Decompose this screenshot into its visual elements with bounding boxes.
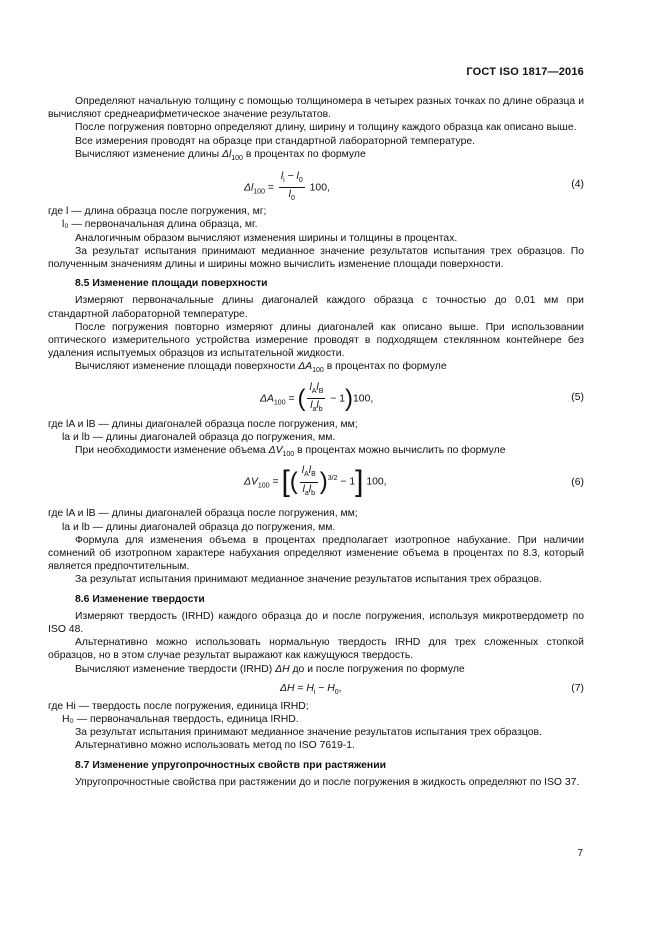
definitions — [48, 700, 584, 726]
definition: где lA и lB — длины диагоналей образца после погружения, мм; — [48, 418, 358, 430]
formula-number: (6) — [571, 477, 584, 489]
page-content — [48, 95, 584, 789]
paragraph: Аналогичным образом вычисляют изменения ширины и толщины в процентах. — [75, 232, 458, 244]
paragraph: Вычисляют изменение площади поверхности $\Delta A_{100}$ в процентах по формуле — [75, 361, 447, 375]
formula-7: $\Delta H = H_i - H_0$, (7) — [280, 682, 584, 696]
paragraph: После погружения повторно измеряют длины диагоналей как описано выше. При использовании оптического измерительного устройства измерение проводят в подходящем стеклянном контейнере без удаления испытуемых образцов из испытательной жидкости. — [48, 321, 584, 360]
paragraph: Все измерения проводят на образце при стандартной лабораторной температуре. — [75, 135, 476, 147]
formula-4: $\Delta l_{100}$ = $\frac{l_i - l_0}{l_0}$ 100, (4) — [244, 171, 584, 203]
paragraph: После погружения повторно определяют длину, ширину и толщину каждого образца как описано выше. — [75, 122, 577, 134]
paragraph: За результат испытания принимают медианное значение результатов испытания трех образцов. По полученным значениям длины и ширины можно вычислить изменение площади поверхности. — [48, 245, 584, 270]
definition: где lA и lB — длины диагоналей образца после погружения, мм; — [48, 508, 358, 520]
definition: H₀ — первоначальная твердость, единица IRHD. — [62, 713, 299, 725]
formula-5: $\Delta A_{100}$ = ( $\frac{l_Al_B}{l_al_b}$ − 1)100, (5) — [260, 381, 584, 413]
definitions — [48, 205, 584, 231]
paragraph: Альтернативно можно использовать метод по ISO 7619-1. — [75, 740, 355, 752]
section-heading: 8.6 Изменение твердости — [75, 593, 205, 605]
paragraph: Вычисляют изменение твердости (IRHD) ΔH до и после погружения по формуле — [75, 663, 465, 675]
definitions — [48, 418, 584, 444]
paragraph: Альтернативно можно использовать нормальную твердость IRHD для трех сложенных стопкой образцов, но в этом случае результат выражают как кажущуюся твердость. — [48, 637, 584, 662]
definition: где l — длина образца после погружения, мг; — [48, 206, 267, 218]
section-heading: 8.7 Изменение упругопрочностных свойств при растяжении — [75, 759, 386, 771]
paragraph: Формула для изменения объема в процентах предполагает изотропное набухание. При наличии сомнений об изотропном характере набухания определяют изменение объема в процентах по 8.3, который является предпочтительным. — [48, 534, 584, 573]
paragraph: Определяют начальную толщину с помощью толщиномера в четырех разных точках по длине образца и вычисляют среднеарифметическое значение результатов. — [48, 96, 584, 121]
formula-6: $\Delta V_{100}$ = [( $\frac{l_Al_B}{l_al_b}$ )$^{3/2}$ − 1] 100, (6) — [244, 465, 584, 499]
definition: la и lb — длины диагоналей образца до погружения, мм. — [62, 521, 336, 533]
paragraph: За результат испытания принимают медианное значение результатов испытания трех образцов. — [75, 574, 542, 586]
definition: где Hi — твердость после погружения, единица IRHD; — [48, 700, 309, 712]
definition: la и lb — длины диагоналей образца до погружения, мм. — [62, 431, 336, 443]
formula-number: (4) — [571, 179, 584, 191]
formula-number: (5) — [571, 391, 584, 403]
paragraph: При необходимости изменение объема $\Delta V_{100}$ в процентах можно вычислить по формуле — [75, 445, 506, 459]
document-header: ГОСТ ISO 1817—2016 — [466, 66, 584, 78]
definitions — [48, 507, 584, 533]
page-number: 7 — [577, 847, 583, 859]
section-heading: 8.5 Изменение площади поверхности — [75, 278, 268, 290]
paragraph: Измеряют первоначальные длины диагоналей каждого образца с точностью до 0,01 мм при стандартной лабораторной температуре. — [48, 295, 584, 320]
formula-number: (7) — [571, 682, 584, 694]
paragraph: Упругопрочностные свойства при растяжении до и после погружения в жидкость определяют по ISO 37. — [75, 776, 580, 788]
paragraph: Измеряют твердость (IRHD) каждого образца до и после погружения, используя микротвердометр по ISO 48. — [48, 610, 584, 635]
definition: l₀ — первоначальная длина образца, мг. — [62, 219, 258, 231]
paragraph: Вычисляют изменение длины $\Delta l_{100}$ в процентах по формуле — [75, 148, 366, 162]
paragraph: За результат испытания принимают медианное значение результатов испытания трех образцов. — [75, 727, 542, 739]
